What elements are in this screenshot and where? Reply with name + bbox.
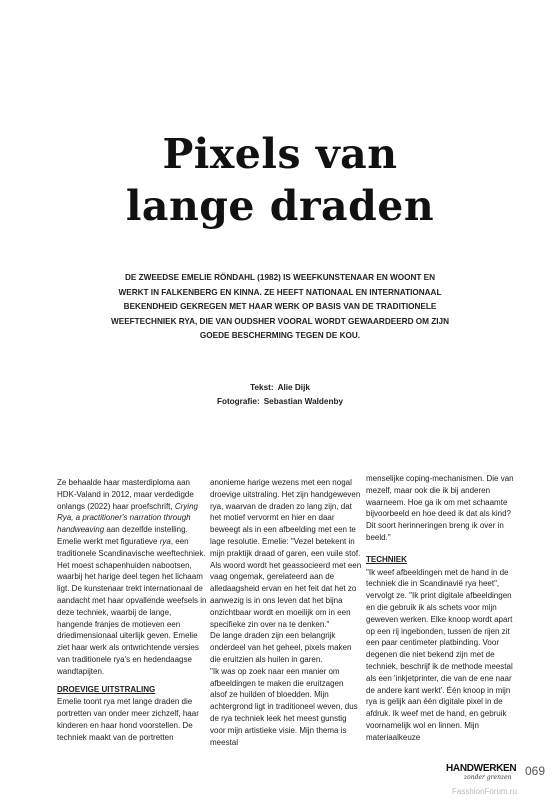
credit-photo-value: Sebastian Waldenby [263,397,344,406]
article-column-2 [210,477,362,748]
title-line-1: Pixels van [162,130,398,178]
credit-text-value: Alie Dijk [277,383,310,392]
credit-text-label: Tekst: [250,383,274,392]
article-column-1 [57,477,209,744]
magazine-logo [446,763,532,781]
brand-tagline: zonder grenzen [464,774,512,781]
subheading-techniek: TECHNIEK [366,554,407,564]
paragraph: "Ik was op zoek naar een manier om afbeeldingen te maken die eruitzagen alsof ze huilden of bloedden. Mijn achtergrond ligt in traditioneel weven, dus de rya techniek leek het meest gunstig voor mijn artistieke visie. Mijn thema is meestal [210,666,358,747]
thesis-title: Crying Rya, a practitioner's narration through handweaving [57,501,198,535]
article-column-3 [366,473,518,744]
credits [180,381,380,409]
credit-photo-label: Fotografie: [216,397,260,406]
title-line-2: lange draden [125,182,435,230]
paragraph [57,477,209,678]
credit-photo [180,395,380,409]
text-span: aan dezelfde instelling. Emelie werkt met figuratieve [57,525,188,546]
watermark: FasshionForum.ru [452,787,517,796]
credit-text [180,381,380,395]
page-number: 069 [525,764,546,778]
article-title [0,128,560,232]
text-span: Ze behaalde haar masterdiploma aan HDK-Valand in 2012, maar verdedigde onlangs (2022) haar proefschrift, [57,478,194,511]
lead-paragraph: DE ZWEEDSE EMELIE RÖNDAHL (1982) IS WEEFKUNSTENAAR EN WOONT EN WERKT IN FALKENBERG EN KINNA. ZE HEEFT NATIONAAL EN INTERNATIONAAL BEKENDHEID GEKREGEN MET HAAR WERK OP BASIS VAN DE TRADITIONELE WEEFTECHNIEK RYA, DIE VAN OUDSHER VOORAL WORDT GEWAARDEERD OM ZIJN GOEDE BESCHERMING TEGEN DE KOU. [111,273,449,341]
subheading-droevige-uitstraling: DROEVIGE UITSTRALING [57,684,156,694]
paragraph: menselijke coping-mechanismen. Die van mezelf, maar ook die ik bij anderen waarneem. Hoe ga ik om met schaamte bijvoorbeeld en hoe deed ik dat als kind? Dit soort herinneringen breng ik over in beeld." [366,474,514,542]
paragraph: Emelie toont rya met lange draden die portretten van onder meer zichzelf, haar kinderen en haar hond voorstellen. De techniek maakt van de portretten [57,697,199,742]
text-span: , een traditionele Scandinavische weeftechniek. Het moest schapenhuiden nabootsen, waarbij het harige deel tegen het lichaam ligt. De kunstenaar trekt internationaal de aandacht met haar opvallende weefsels in deze techniek, waarbij de lange, hangende franjes de motieven een driedimensionaal uiterlijk geven. Emelie ziet haar werk als ontwrichtende versies van traditionele rya's en hedendaagse wandtapijten. [57,536,207,676]
paragraph: De lange draden zijn een belangrijk onderdeel van het geheel, pixels maken die eruitzien als huilen in garen. [210,631,352,664]
brand-name: HANDWERKEN [446,763,517,774]
paragraph: anonieme harige wezens met een nogal droevige uitstraling. Het zijn handgeweven rya, waarvan de draden zo lang zijn, dat het motief vervormt en hier en daar beweegt als in een afbeelding met een te lage resolutie. Emelie: "Vezel betekent in mijn praktijk draad of garen, een vuile stof. Als woord wordt het geassocieerd met een vaag ongemak, gerelateerd aan de alledaagsheid ervan en het feit dat het zo aanwezig is in ons leven dat het bijna onzichtbaar wordt en moeilijk om in een specifieke zin over na te denken." [210,478,362,629]
rya-term: rya [159,536,171,546]
paragraph: "Ik weef afbeeldingen met de hand in de techniek die in Scandinavië rya heet", vervolgt ze. "Ik print digitale afbeeldingen en die gebruik ik als schets voor mijn geweven werken. Elke knoop wordt apart op een rij ingebonden, tussen de rijen zit een paar centimeter platbinding. Voor degenen die niet bekend zijn met de techniek, beschrijf ik de methode meestal als een 'inkjetprinter, die van de ene naar de andere kant werkt'. Één knoop in mijn rya is gelijk aan één digitale pixel in de afdruk. Ik weef met de hand, en gebruik voornamelijk wol en linnen. Mijn materiaalkeuze [366,567,513,742]
